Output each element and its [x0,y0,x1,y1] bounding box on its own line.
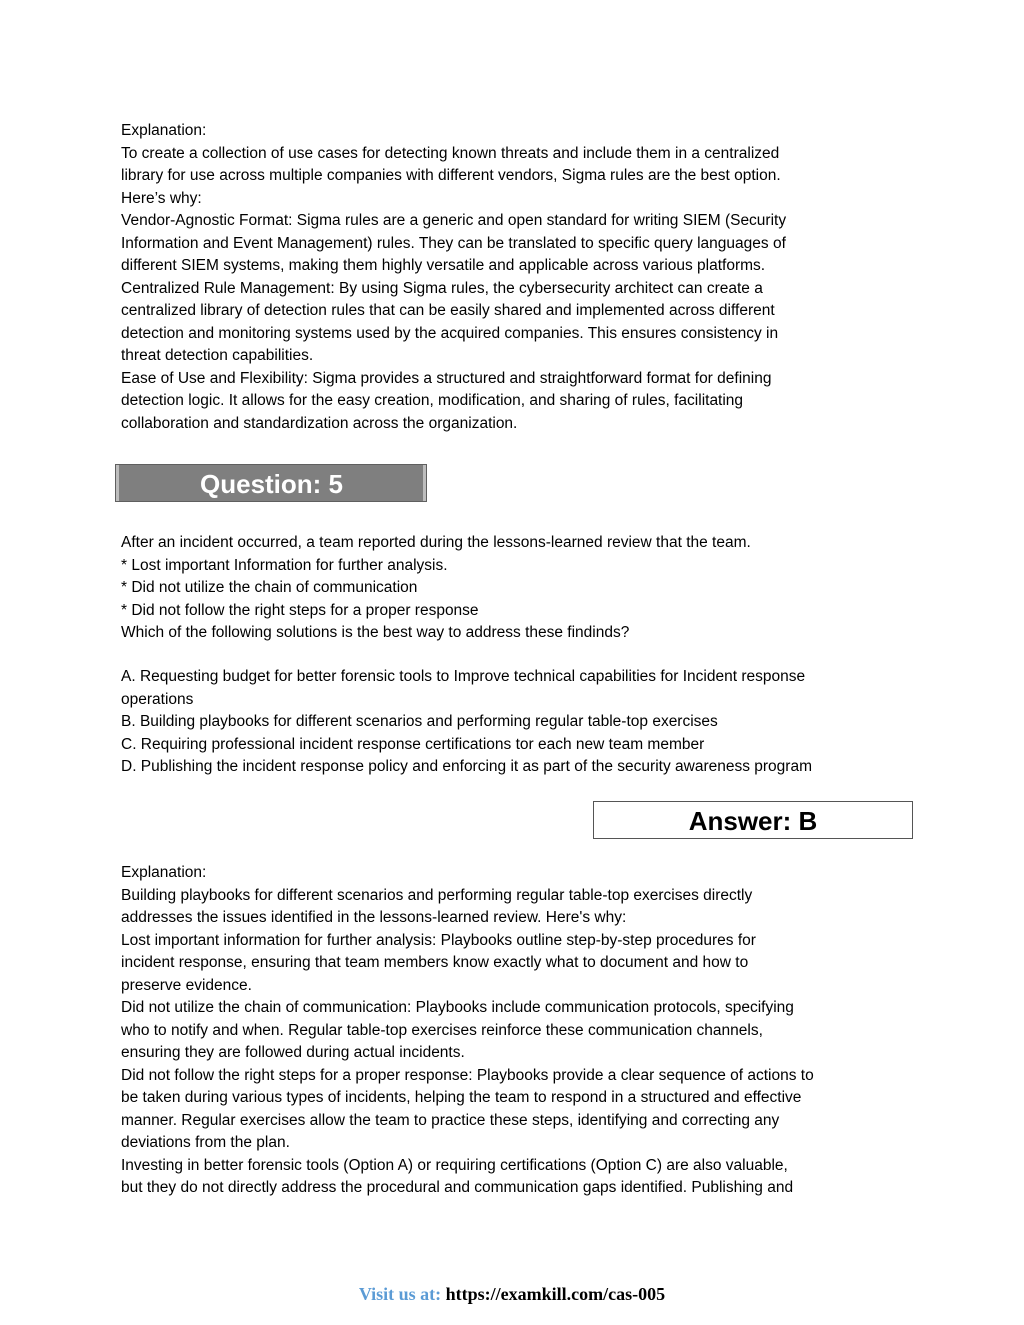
question-line: * Did not follow the right steps for a proper response [121,601,479,619]
text-line: Vendor-Agnostic Format: Sigma rules are a generic and open standard for writing SIEM (Security [121,212,787,229]
website-link[interactable]: https://examkill.com/cas-005 [445,1284,666,1304]
question-line: * Lost important Information for further analysis. [121,556,448,574]
question-title: Question: 5 [200,469,344,499]
text-line: Explanation: [121,122,207,139]
option-b: B. Building playbooks for different scenarios and performing regular table-top exercises [121,713,718,730]
text-line: library for use across multiple companies with different vendors, Sigma rules are the best option. [121,167,781,184]
text-line: be taken during various types of incidents, helping the team to respond in a structured and effective [121,1089,802,1106]
option-a-continued: operations [121,690,194,708]
text-line: ensuring they are followed during actual incidents. [121,1044,465,1061]
answer-options [121,666,901,779]
text-line: threat detection capabilities. [121,347,314,364]
text-line: Investing in better forensic tools (Option A) or requiring certifications (Option C) are also valuable, [121,1156,788,1174]
text-line: who to notify and when. Regular table-top exercises reinforce these communication channels, [121,1021,763,1039]
text-line: To create a collection of use cases for detecting known threats and include them in a centralized [121,144,780,162]
text-line: deviations from the plan. [121,1134,290,1151]
text-line: preserve evidence. [121,976,252,994]
text-line: Here’s why: [121,189,202,207]
answer-label: Answer: B [688,806,818,836]
text-line: Information and Event Management) rules. They can be translated to specific query languages of [121,234,786,252]
text-line: different SIEM systems, making them highly versatile and applicable across various platforms. [121,257,766,274]
text-line: Explanation: [121,864,207,881]
explanation-bottom [121,862,901,1200]
text-line: collaboration and standardization across the organization. [121,414,518,432]
text-line: centralized library of detection rules that can be easily shared and implemented across different [121,302,775,319]
question-line: Which of the following solutions is the best way to address these findinds? [121,624,630,641]
text-line: detection logic. It allows for the easy creation, modification, and sharing of rules, facilitating [121,392,744,409]
text-line: detection and monitoring systems used by the acquired companies. This ensures consistency in [121,324,779,342]
text-line: Lost important information for further analysis: Playbooks outline step-by-step procedures for [121,931,756,949]
explanation-top [121,120,901,435]
option-c: C. Requiring professional incident response certifications tor each new team member [121,735,705,753]
text-line: Centralized Rule Management: By using Sigma rules, the cybersecurity architect can create a [121,279,763,297]
text-line: Building playbooks for different scenarios and performing regular table-top exercises directly [121,886,753,904]
question-line: After an incident occurred, a team reported during the lessons-learned review that the team. [121,534,751,551]
visit-label: Visit us at: [358,1284,442,1304]
answer-box [593,801,913,839]
text-line: Did not utilize the chain of communication: Playbooks include communication protocols, specifying [121,999,794,1016]
question-stem [121,532,901,645]
text-line: incident response, ensuring that team members know exactly what to document and how to [121,954,749,971]
text-line: but they do not directly address the procedural and communication gaps identified. Publishing and [121,1179,794,1196]
text-line: Did not follow the right steps for a proper response: Playbooks provide a clear sequence of actions to [121,1066,814,1084]
option-a: A. Requesting budget for better forensic tools to Improve technical capabilities for Incident response [121,668,806,685]
question-banner [115,464,427,502]
footer [0,1282,1024,1306]
text-line: Ease of Use and Flexibility: Sigma provides a structured and straightforward format for defining [121,369,772,387]
text-line: addresses the issues identified in the lessons-learned review. Here's why: [121,909,627,926]
question-line: * Did not utilize the chain of communication [121,579,418,596]
option-d: D. Publishing the incident response policy and enforcing it as part of the security awareness program [121,758,812,775]
text-line: manner. Regular exercises allow the team to practice these steps, identifying and correcting any [121,1111,780,1129]
